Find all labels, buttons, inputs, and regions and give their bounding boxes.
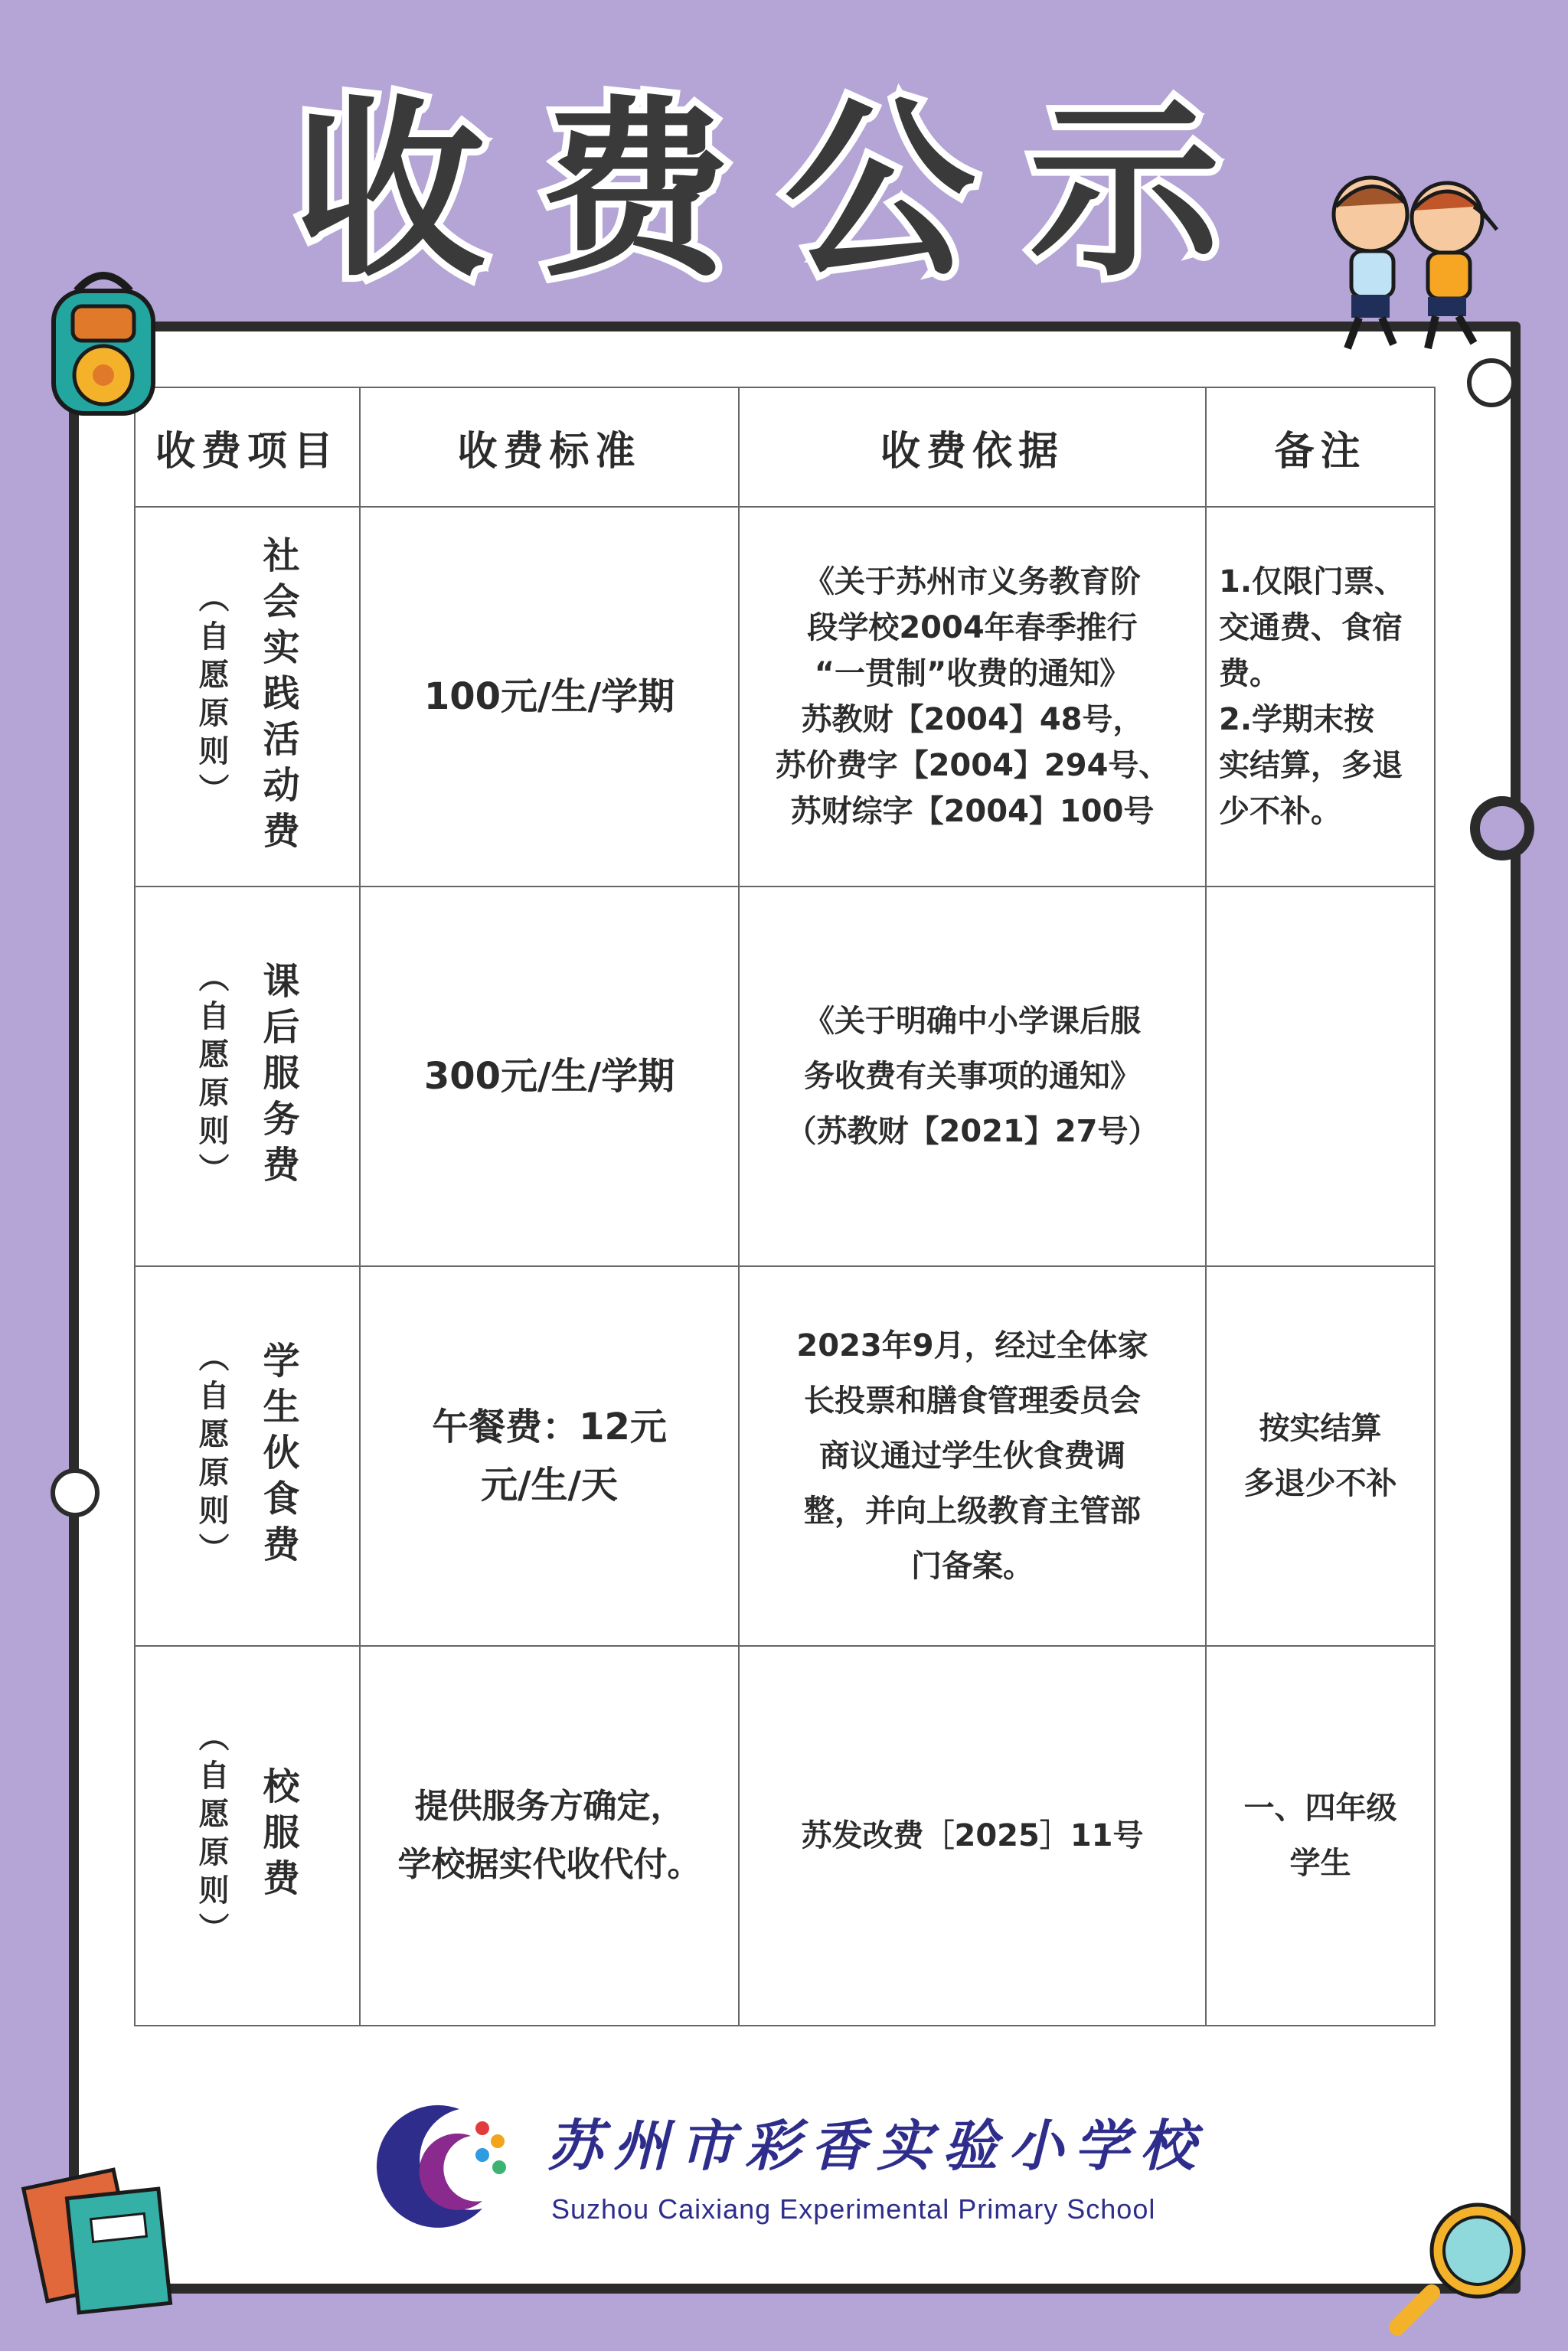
header-basis: 收费依据 bbox=[739, 387, 1206, 507]
cell-standard bbox=[360, 1266, 739, 1646]
school-logo-icon bbox=[368, 2094, 513, 2239]
basis-line: “一贯制”收费的通知》 bbox=[814, 656, 1131, 691]
cell-standard bbox=[360, 887, 739, 1266]
school-logo-area bbox=[368, 2094, 1210, 2239]
basis-line: 苏财综字【2004】100号 bbox=[790, 794, 1155, 829]
basis-line: 务收费有关事项的通知》 bbox=[804, 1059, 1141, 1094]
cell-remark-empty bbox=[1206, 887, 1435, 1266]
item-name: 学生伙食费 bbox=[256, 1341, 299, 1571]
header-remark: 备注 bbox=[1206, 387, 1435, 507]
basis-line: 整，并向上级教育主管部 bbox=[804, 1494, 1141, 1529]
header-standard: 收费标准 bbox=[360, 387, 739, 507]
remark-line: 费。 bbox=[1219, 656, 1280, 691]
item-note: （自愿原则） bbox=[194, 1341, 229, 1571]
cell-standard bbox=[360, 507, 739, 887]
standard-line: 提供服务方确定， bbox=[414, 1787, 684, 1826]
standard-line: 学校据实代收代付。 bbox=[397, 1845, 701, 1884]
remark-line: 1.仅限门票、 bbox=[1219, 564, 1406, 599]
basis-line: 门备案。 bbox=[911, 1549, 1034, 1584]
item-name: 社会实践活动费 bbox=[256, 536, 299, 857]
basis-line: 苏发改费［2025］11号 bbox=[801, 1818, 1144, 1853]
remark-line: 一、四年级 bbox=[1243, 1791, 1397, 1826]
remark-line: 交通费、食宿 bbox=[1219, 610, 1403, 645]
basis-line: 《关于苏州市义务教育阶 bbox=[804, 564, 1141, 599]
standard-line: 午餐费：12元 bbox=[432, 1406, 667, 1448]
basis-line: 《关于明确中小学课后服 bbox=[804, 1004, 1141, 1039]
magnifier-icon bbox=[1386, 2193, 1547, 2339]
remark-line: 2.学期末按 bbox=[1219, 702, 1375, 737]
cell-basis bbox=[739, 507, 1206, 887]
cell-item bbox=[135, 1266, 360, 1646]
item-note: （自愿原则） bbox=[194, 582, 229, 811]
remark-line: 学生 bbox=[1289, 1846, 1351, 1881]
frame-notch-left bbox=[51, 1468, 100, 1517]
school-name-cn: 苏州市彩香实验小学校 bbox=[547, 2113, 1207, 2178]
cell-basis bbox=[739, 1646, 1206, 2026]
basis-line: 长投票和膳食管理委员会 bbox=[804, 1383, 1141, 1419]
page-title: 收费公示 bbox=[294, 80, 1274, 302]
cell-basis bbox=[739, 887, 1206, 1266]
remark-line: 少不补。 bbox=[1219, 794, 1341, 829]
remark-line: 实结算，多退 bbox=[1219, 748, 1403, 783]
cell-item bbox=[135, 507, 360, 887]
basis-line: 2023年9月，经过全体家 bbox=[796, 1328, 1148, 1363]
item-name: 校服费 bbox=[256, 1767, 299, 1905]
basis-line: （苏教财【2021】27号） bbox=[786, 1114, 1159, 1149]
basis-line: 苏教财【2004】48号， bbox=[801, 702, 1144, 737]
frame-notch-right bbox=[1470, 796, 1534, 860]
cell-basis bbox=[739, 1266, 1206, 1646]
basis-line: 商议通过学生伙食费调 bbox=[819, 1438, 1125, 1474]
cell-standard bbox=[360, 1646, 739, 2026]
fee-table bbox=[134, 387, 1436, 2026]
remark-line: 多退少不补 bbox=[1243, 1466, 1397, 1501]
item-note: （自愿原则） bbox=[194, 1721, 229, 1951]
table-row bbox=[135, 507, 1435, 887]
header-item: 收费项目 bbox=[135, 387, 360, 507]
notebooks-icon bbox=[19, 2155, 188, 2323]
basis-line: 段学校2004年春季推行 bbox=[807, 610, 1138, 645]
children-running-icon bbox=[1309, 168, 1516, 360]
basis-line: 苏价费字【2004】294号、 bbox=[775, 748, 1170, 783]
cell-remark bbox=[1206, 507, 1435, 887]
cell-remark bbox=[1206, 1266, 1435, 1646]
cell-item bbox=[135, 1646, 360, 2026]
standard-line: 300元/生/学期 bbox=[423, 1055, 675, 1098]
standard-line: 元/生/天 bbox=[480, 1464, 619, 1507]
item-note: （自愿原则） bbox=[194, 962, 229, 1191]
table-row bbox=[135, 887, 1435, 1266]
remark-line: 按实结算 bbox=[1259, 1411, 1382, 1446]
item-name: 课后服务费 bbox=[256, 962, 299, 1191]
backpack-icon bbox=[31, 260, 168, 429]
table-row bbox=[135, 1646, 1435, 2026]
standard-line: 100元/生/学期 bbox=[423, 675, 675, 718]
frame-notch-top-right bbox=[1467, 358, 1516, 407]
table-row bbox=[135, 1266, 1435, 1646]
table-header-row bbox=[135, 387, 1435, 507]
cell-item bbox=[135, 887, 360, 1266]
cell-remark bbox=[1206, 1646, 1435, 2026]
school-name-en: Suzhou Caixiang Experimental Primary School bbox=[551, 2193, 1156, 2225]
